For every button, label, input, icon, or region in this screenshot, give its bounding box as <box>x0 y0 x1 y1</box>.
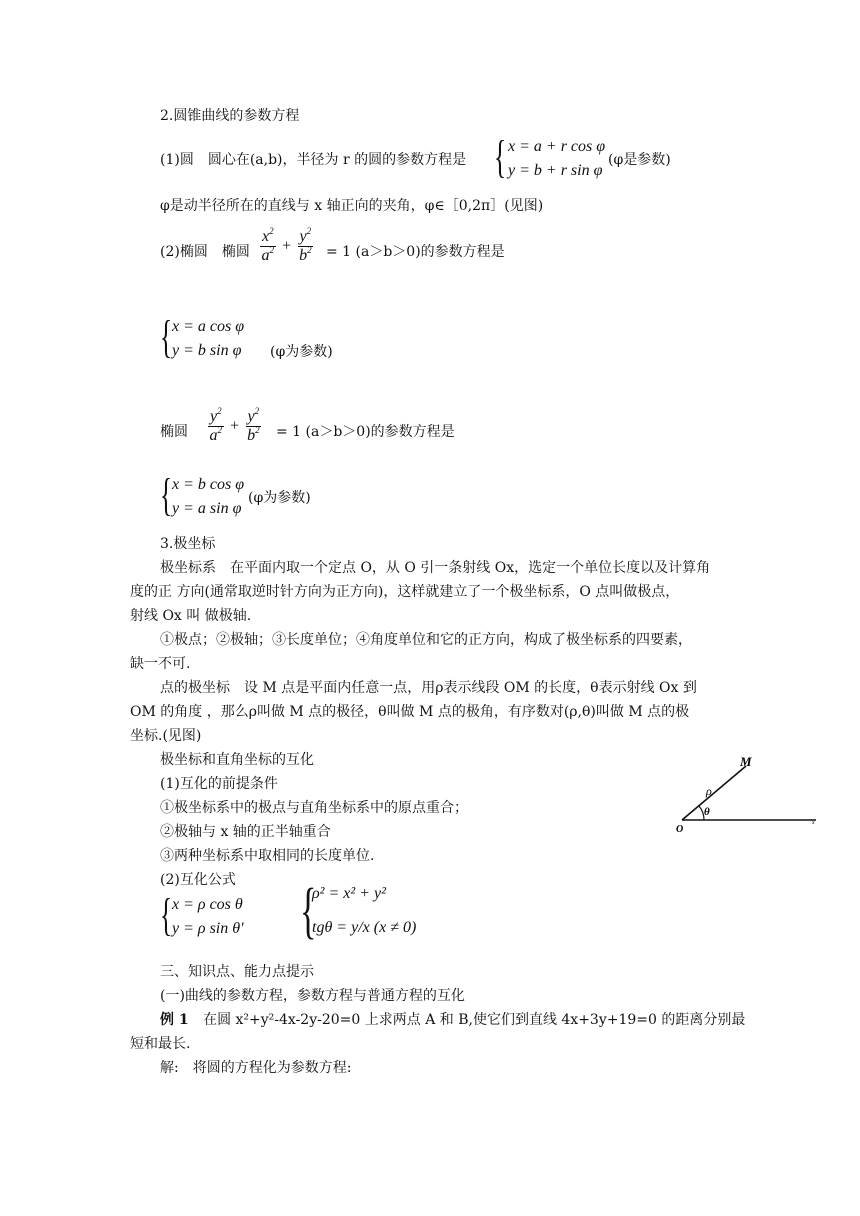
ellipse2-eq-x: x = b cos φ <box>172 476 245 493</box>
conversion-eq-rho: ρ² = x² + y² <box>312 885 386 902</box>
conversion-condition-2: ②极轴与 x 轴的正半轴重合 <box>160 824 331 840</box>
ellipse1-param-note: (φ为参数) <box>270 344 333 360</box>
fig-label-theta: θ <box>704 806 710 818</box>
ellipse1-eq-y: y = b sin φ <box>172 342 242 359</box>
example-1-line2: 短和最长. <box>130 1036 191 1052</box>
radius-line-om <box>682 766 746 820</box>
polar-coordinate-figure <box>668 752 824 836</box>
circle-intro: (1)圆 圆心在(a,b)，半径为 r 的圆的参数方程是 <box>160 152 467 168</box>
conversion-eq-x: x = ρ cos θ <box>172 896 243 913</box>
polar-elements-line2: 缺一不可. <box>130 656 191 672</box>
conversion-heading: 极坐标和直角坐标的互化 <box>160 752 314 768</box>
example-1-line1 <box>160 1010 745 1030</box>
fig-label-rho: ρ <box>706 784 712 798</box>
polar-point-line2: OM 的角度 ，那么ρ叫做 M 点的极径，θ叫做 M 点的极角，有序数对(ρ,θ)叫做 M 点的极 <box>130 704 690 720</box>
conversion-condition-1: ①极坐标系中的极点与直角坐标系中的原点重合； <box>160 800 468 816</box>
section-heading-conic: 2.圆锥曲线的参数方程 <box>160 108 300 124</box>
polar-point-line1: 点的极坐标 设 M 点是平面内任意一点，用ρ表示线段 OM 的长度，θ表示射线 Ox 到 <box>160 680 697 696</box>
conversion-conditions-title: (1)互化的前提条件 <box>160 776 278 792</box>
conversion-eq-y: y = ρ sin θ' <box>172 920 244 937</box>
solution-start: 解: 将圆的方程化为参数方程: <box>160 1060 352 1076</box>
circle-param-note: (φ是参数) <box>608 152 671 168</box>
conversion-formula-title: (2)互化公式 <box>160 872 236 888</box>
circle-eq-y: y = b + r sin φ <box>508 162 603 179</box>
conversion-eq-tg: tgθ = y/x (x ≠ 0) <box>312 919 417 936</box>
circle-eq-x: x = a + r cos φ <box>508 138 606 155</box>
conversion-condition-3: ③两种坐标系中取相同的长度单位. <box>160 848 375 864</box>
circle-angle-desc: φ是动半径所在的直线与 x 轴正向的夹角，φ∈［0,2π］(见图) <box>160 198 544 214</box>
polar-def-line3: 射线 Ox 叫 做极轴. <box>130 608 252 624</box>
ellipse2-param-note: (φ为参数) <box>248 490 311 506</box>
ellipse1-equation: $\frac{x^2}{a^2}$ + $\frac{y^2}{b^2}$ <box>261 226 312 264</box>
knowledge-section-heading: 三、知识点、能力点提示 <box>160 964 314 980</box>
section-heading-polar: 3.极坐标 <box>160 536 216 552</box>
polar-def-line2: 度的正 方向(通常取逆时针方向为正方向)，这样就建立了一个极坐标系，O 点叫做极点， <box>130 584 680 600</box>
ellipse2-intro: 椭圆 <box>160 424 188 440</box>
example-label: 例 1 <box>160 1012 189 1028</box>
polar-point-line3: 坐标.(见图) <box>130 728 202 744</box>
ellipse2-equation: $\frac{y^2}{a^2}$ + $\frac{y^2}{b^2}$ <box>209 406 260 444</box>
polar-def-line1: 极坐标系 在平面内取一个定点 O，从 O 引一条射线 Ox，选定一个单位长度以及计算角 <box>160 560 711 576</box>
knowledge-subheading: (一)曲线的参数方程，参数方程与普通方程的互化 <box>160 988 465 1004</box>
polar-elements-line1: ①极点；②极轴；③长度单位；④角度单位和它的正方向，构成了极坐标系的四要素， <box>160 632 692 648</box>
example-1-text: 在圆 x²+y²-4x-2y-20=0 上求两点 A 和 B,使它们到直线 4x+3y+19=0 的距离分别最 <box>203 1012 746 1028</box>
ellipse1-eq-x: x = a cos φ <box>172 318 245 335</box>
ellipse1-condition: = 1 (a＞b＞0)的参数方程是 <box>326 244 505 260</box>
fig-label-x: x <box>812 820 815 826</box>
ellipse2-condition: = 1 (a＞b＞0)的参数方程是 <box>276 424 455 440</box>
fig-label-o: O <box>676 824 684 835</box>
fig-label-m: M <box>740 754 752 769</box>
ellipse1-intro: (2)椭圆 椭圆 <box>160 244 250 260</box>
ellipse2-eq-y: y = a sin φ <box>172 500 242 517</box>
